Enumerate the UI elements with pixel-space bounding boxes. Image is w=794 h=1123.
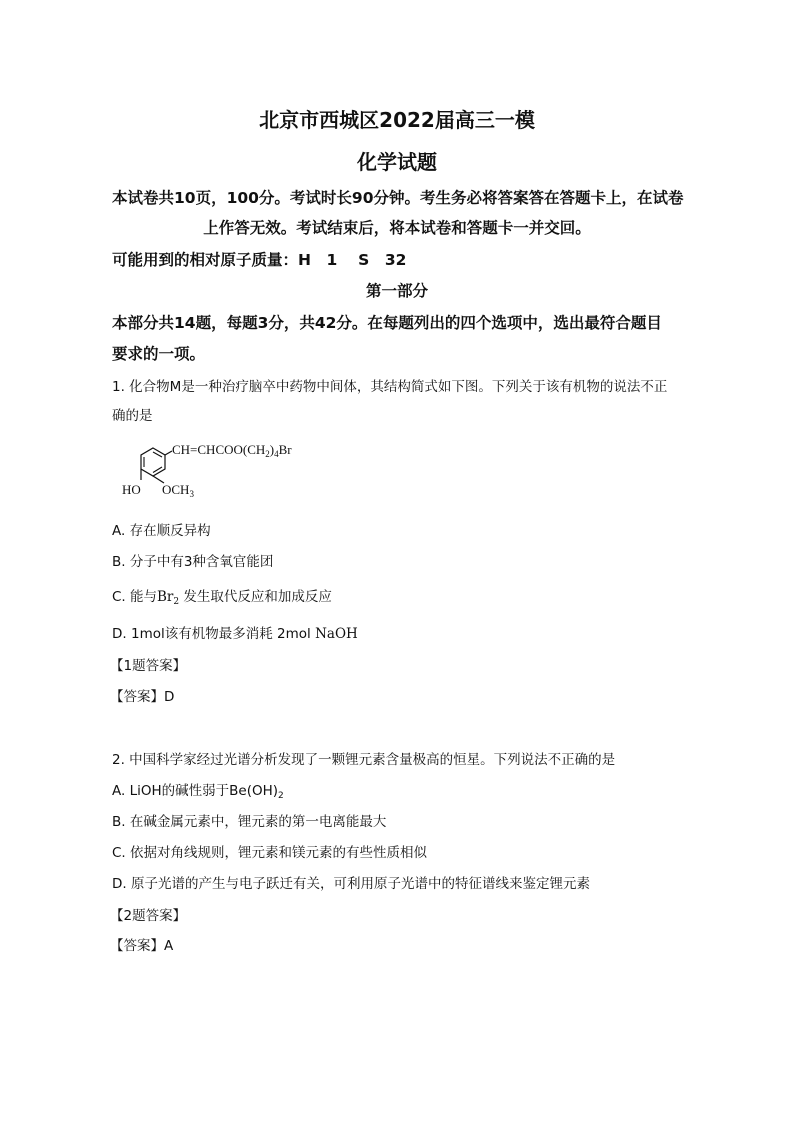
question-1-option-b: B. 分子中有3种含氧官能团 — [112, 554, 274, 570]
question-1-stem-line-1: 1. 化合物M是一种治疗脑卒中药物中间体，其结构简式如下图。下列关于该有机物的说法不正 — [112, 379, 668, 395]
atomic-mass-line: 可能用到的相对原子质量：H 1 S 32 — [112, 251, 407, 269]
question-2-stem: 2. 中国科学家经过光谱分析发现了一颗锂元素含量极高的恒星。下列说法不正确的是 — [112, 752, 616, 768]
instructions-line-1: 本试卷共10页，100分。考试时长90分钟。考生务必将答案答在答题卡上，在试卷 — [112, 189, 684, 207]
question-1-answer: 【答案】D — [110, 689, 175, 705]
question-2-option-a: A. LiOH的碱性弱于$Be(OH)_2$ — [112, 783, 284, 801]
question-2-option-b: B. 在碱金属元素中，锂元素的第一电离能最大 — [112, 814, 387, 830]
exam-title: 北京市西城区2022届高三一模 — [259, 108, 535, 132]
question-1-option-d: D. 1mol该有机物最多消耗 2mol NaOH — [112, 626, 358, 642]
part-description-line-2: 要求的一项。 — [112, 345, 206, 363]
subject-title: 化学试题 — [357, 150, 437, 174]
part-heading: 第一部分 — [365, 282, 428, 300]
question-2-option-d: D. 原子光谱的产生与电子跃迁有关，可利用原子光谱中的特征谱线来鉴定锂元素 — [112, 876, 590, 892]
question-2-option-c: C. 依据对角线规则，锂元素和镁元素的有些性质相似 — [112, 845, 428, 861]
side-chain-bond — [165, 451, 172, 455]
question-2-answer: 【答案】A — [110, 938, 174, 954]
hydroxyl-label: HO — [122, 482, 141, 497]
instructions-line-2: 上作答无效。考试结束后，将本试卷和答题卡一并交回。 — [203, 219, 591, 237]
bromine-formula: $Br_2$ — [157, 589, 180, 607]
question-1-answer-tag: 【1题答案】 — [110, 658, 187, 674]
question-1-option-a: A. 存在顺反异构 — [112, 523, 211, 539]
methoxy-label: $OCH_3$ — [162, 482, 194, 499]
naoh-formula: NaOH — [315, 626, 358, 642]
question-1-option-c: C. 能与$Br_2$ 发生取代反应和加成反应 — [112, 589, 332, 607]
side-chain-label: $CH=CHCOO(CH_2)_4Br$ — [172, 442, 292, 459]
chemical-structure-diagram — [118, 436, 328, 506]
part-description-line-1: 本部分共14题，每题3分，共42分。在每题列出的四个选项中，选出最符合题目 — [112, 314, 662, 332]
question-2-answer-tag: 【2题答案】 — [110, 908, 187, 924]
structure-svg — [118, 436, 328, 506]
question-1-stem-line-2: 确的是 — [112, 408, 153, 424]
